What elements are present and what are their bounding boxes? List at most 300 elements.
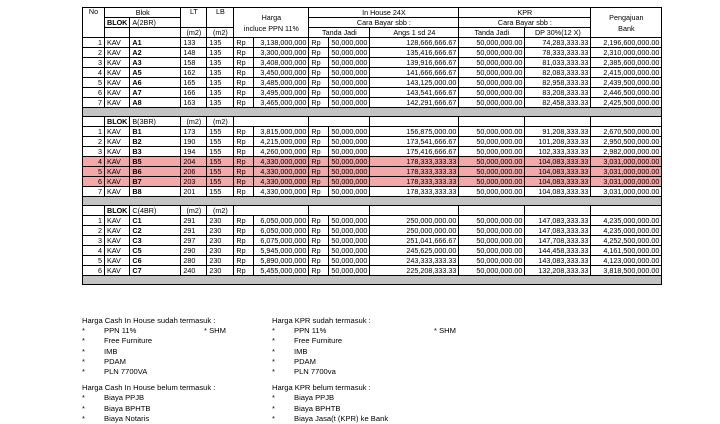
row-lt: 190 [181,137,207,147]
row-lb: 135 [207,48,234,58]
row-kpr-tj: 50,000,000.00 [459,88,525,98]
row-harga: 5,945,000,000 [254,246,309,256]
header-kpr-dp: DP 30%(12 X) [525,28,591,38]
row-bank: 4,252,500,000.00 [591,236,662,246]
row-harga-currency: Rp [234,187,254,197]
table-row [83,226,662,236]
row-kpr-dp: 143,083,333.33 [525,256,591,266]
row-lb: 135 [207,88,234,98]
section-header-row [83,206,662,216]
row-kpr-tj: 50,000,000.00 [459,216,525,226]
row-inhouse-angs: 225,208,333.33 [370,266,459,276]
header-lb: LB [207,8,234,28]
row-tj-currency: Rp [309,137,329,147]
table-row-highlighted [83,157,662,167]
row-harga: 4,215,000,000 [254,137,309,147]
note-text: Biaya BPHTB [294,403,341,413]
note-text: PPN 11% [294,326,327,336]
note-extra: * SHM [204,326,226,336]
row-kav: KAV [105,236,130,246]
row-no: 5 [83,256,105,266]
row-lt: 194 [181,147,207,157]
empty-cell [459,117,525,127]
row-lt: 166 [181,88,207,98]
row-no: 2 [83,48,105,58]
note-text: PDAM [104,356,126,366]
row-harga: 6,075,000,000 [254,236,309,246]
row-harga-currency: Rp [234,38,254,48]
row-bank: 2,950,500,000.00 [591,137,662,147]
note-item [272,357,572,367]
row-tj-currency: Rp [309,177,329,187]
bullet-icon: * [272,366,275,376]
row-harga-currency: Rp [234,167,254,177]
price-table-body [83,38,662,285]
row-bank: 3,031,000,000.00 [591,177,662,187]
row-unit: B5 [130,157,181,167]
lb-unit: (m2) [207,117,234,127]
row-no: 2 [83,137,105,147]
row-lb: 135 [207,68,234,78]
bullet-icon: * [272,393,275,403]
row-harga-currency: Rp [234,98,254,108]
row-harga: 4,330,000,000 [254,157,309,167]
empty-cell [525,206,591,216]
header-inhouse-tj: Tanda Jadi [309,28,370,38]
row-no: 3 [83,236,105,246]
row-no: 3 [83,147,105,157]
row-harga: 3,300,000,000 [254,48,309,58]
row-tj-currency: Rp [309,167,329,177]
row-inhouse-angs: 141,666,666.67 [370,68,459,78]
row-harga: 4,330,000,000 [254,167,309,177]
row-kav: KAV [105,216,130,226]
row-lb: 155 [207,127,234,137]
notes-kpr-column [272,316,572,424]
row-lb: 155 [207,137,234,147]
row-harga-currency: Rp [234,246,254,256]
lb-unit: (m2) [207,206,234,216]
table-row [83,216,662,226]
row-harga-currency: Rp [234,256,254,266]
row-inhouse-angs: 135,416,666.67 [370,48,459,58]
row-inhouse-tj: 50,000,000 [329,88,370,98]
row-kpr-dp: 104,083,333.33 [525,157,591,167]
row-inhouse-tj: 50,000,000 [329,157,370,167]
row-kpr-tj: 50,000,000.00 [459,58,525,68]
row-bank: 4,235,000,000.00 [591,226,662,236]
bullet-icon: * [272,356,275,366]
row-no: 4 [83,68,105,78]
row-inhouse-tj: 50,000,000 [329,38,370,48]
row-kav: KAV [105,157,130,167]
row-kpr-dp: 78,333,333.33 [525,48,591,58]
row-inhouse-angs: 250,000,000.00 [370,216,459,226]
empty-cell [591,117,662,127]
row-harga: 3,485,000,000 [254,78,309,88]
separator-cell [83,197,662,206]
row-no: 1 [83,38,105,48]
row-lt: 173 [181,127,207,137]
row-tj-currency: Rp [309,98,329,108]
empty-cell [370,117,459,127]
header-harga-line1: Harga [261,12,282,22]
row-harga-currency: Rp [234,226,254,236]
row-kpr-tj: 50,000,000.00 [459,226,525,236]
table-row [83,127,662,137]
section-type: C(4BR) [130,206,181,216]
row-lt: 201 [181,187,207,197]
price-list-sheet [82,7,662,285]
row-unit: C5 [130,246,181,256]
row-kpr-dp: 101,208,333.33 [525,137,591,147]
header-harga-line2: incluce PPN 11% [243,23,299,33]
row-bank: 2,670,500,000.00 [591,127,662,137]
section-separator [83,108,662,117]
row-tj-currency: Rp [309,187,329,197]
row-unit: B1 [130,127,181,137]
row-tj-currency: Rp [309,266,329,276]
row-lt: 133 [181,38,207,48]
row-unit: A5 [130,68,181,78]
empty-cell [525,117,591,127]
row-lt: 203 [181,177,207,187]
row-tj-currency: Rp [309,127,329,137]
row-kav: KAV [105,177,130,187]
separator-cell [83,108,662,117]
row-unit: B6 [130,167,181,177]
lt-unit: (m2) [181,117,207,127]
row-inhouse-tj: 50,000,000 [329,246,370,256]
row-bank: 3,031,000,000.00 [591,167,662,177]
row-tj-currency: Rp [309,68,329,78]
row-bank: 3,031,000,000.00 [591,157,662,167]
table-row [83,68,662,78]
row-lt: 148 [181,48,207,58]
row-harga: 5,455,000,000 [254,266,309,276]
row-bank: 2,196,600,000.00 [591,38,662,48]
note-item [272,347,572,357]
header-lt: LT [181,8,207,28]
table-row [83,78,662,88]
header-bank [591,8,662,38]
row-harga-currency: Rp [234,147,254,157]
bullet-icon: * [82,366,85,376]
row-no: 5 [83,78,105,88]
row-kpr-dp: 81,033,333.33 [525,58,591,68]
note-item [272,326,572,336]
row-kpr-tj: 50,000,000.00 [459,78,525,88]
row-kav: KAV [105,187,130,197]
header-inhouse-angs: Angs 1 sd 24 [370,28,459,38]
note-text: PLN 7700va [294,366,336,376]
row-kpr-tj: 50,000,000.00 [459,187,525,197]
row-lt: 297 [181,236,207,246]
row-kpr-tj: 50,000,000.00 [459,147,525,157]
row-inhouse-tj: 50,000,000 [329,98,370,108]
bullet-icon: * [82,403,85,413]
row-unit: B2 [130,137,181,147]
note-text: Biaya PPJB [294,393,335,403]
row-inhouse-tj: 50,000,000 [329,226,370,236]
row-kav: KAV [105,266,130,276]
row-inhouse-angs: 245,625,000.00 [370,246,459,256]
row-inhouse-tj: 50,000,000 [329,127,370,137]
row-tj-currency: Rp [309,78,329,88]
row-inhouse-angs: 251,041,666.67 [370,236,459,246]
note-text: Free Furniture [104,336,153,346]
header-blok: Blok [105,8,181,18]
note-text: IMB [294,346,308,356]
note-text: PDAM [294,356,316,366]
row-unit: A7 [130,88,181,98]
row-harga: 4,330,000,000 [254,177,309,187]
row-lt: 291 [181,226,207,236]
row-unit: C6 [130,256,181,266]
row-lt: 204 [181,157,207,167]
row-kpr-dp: 144,458,333.33 [525,246,591,256]
bullet-icon: * [82,356,85,366]
row-kpr-dp: 102,333,333.33 [525,147,591,157]
note-item [272,367,572,377]
empty-cell [591,206,662,216]
section-type: A(2BR) [130,18,181,28]
row-kpr-dp: 104,083,333.33 [525,167,591,177]
header-kpr-sub: Cara Bayar sbb : [459,18,591,28]
row-bank: 2,439,500,000.00 [591,78,662,88]
row-lb: 230 [207,256,234,266]
row-harga-currency: Rp [234,88,254,98]
row-lt: 165 [181,78,207,88]
row-harga: 5,890,000,000 [254,256,309,266]
kpr-included-list [272,326,572,377]
row-harga: 3,495,000,000 [254,88,309,98]
note-item [272,393,572,403]
row-kav: KAV [105,137,130,147]
row-bank: 4,235,000,000.00 [591,216,662,226]
row-kpr-dp: 104,083,333.33 [525,177,591,187]
header-inhouse-sub: Cara Bayar sbb : [309,18,459,28]
row-harga-currency: Rp [234,266,254,276]
row-inhouse-tj: 50,000,000 [329,167,370,177]
table-row [83,58,662,68]
row-lb: 135 [207,38,234,48]
row-kav: KAV [105,226,130,236]
row-lt: 291 [181,216,207,226]
row-harga: 6,050,000,000 [254,216,309,226]
empty-cell [234,117,309,127]
row-kpr-tj: 50,000,000.00 [459,68,525,78]
row-lb: 230 [207,266,234,276]
row-tj-currency: Rp [309,48,329,58]
row-kav: KAV [105,246,130,256]
row-lt: 290 [181,246,207,256]
row-kpr-dp: 147,083,333.33 [525,216,591,226]
row-no: 6 [83,266,105,276]
row-harga-currency: Rp [234,78,254,88]
row-tj-currency: Rp [309,38,329,48]
row-bank: 4,161,500,000.00 [591,246,662,256]
header-inhouse: In House 24X [309,8,459,18]
row-lb: 135 [207,78,234,88]
section-header-row [83,117,662,127]
row-inhouse-angs: 243,333,333.33 [370,256,459,266]
separator-cell [83,276,662,285]
empty-cell [309,206,370,216]
row-no: 1 [83,216,105,226]
row-kav: KAV [105,88,130,98]
note-text: PPN 11% [104,326,137,336]
row-inhouse-tj: 50,000,000 [329,266,370,276]
row-tj-currency: Rp [309,216,329,226]
section-blok-label: BLOK [105,18,130,28]
row-bank: 4,123,000,000.00 [591,256,662,266]
row-kpr-dp: 82,458,333.33 [525,98,591,108]
row-tj-currency: Rp [309,226,329,236]
section-separator [83,197,662,206]
row-no: 1 [83,127,105,137]
row-no: 4 [83,246,105,256]
table-row [83,246,662,256]
empty-cell [370,206,459,216]
row-unit: B8 [130,187,181,197]
row-inhouse-tj: 50,000,000 [329,48,370,58]
bullet-icon: * [82,346,85,356]
row-unit: C3 [130,236,181,246]
row-bank: 2,385,600,000.00 [591,58,662,68]
note-text: Biaya Jasa(t (KPR) ke Bank [294,413,389,423]
table-row [83,147,662,157]
row-lt: 162 [181,68,207,78]
table-row [83,48,662,58]
kpr-included-title: Harga KPR sudah termasuk : [272,316,371,325]
table-row [83,38,662,48]
kpr-excluded-title: Harga KPR belum termasuk : [272,383,371,393]
row-inhouse-angs: 128,666,666.67 [370,38,459,48]
row-kpr-dp: 82,083,333.33 [525,68,591,78]
row-kpr-dp: 91,208,333.33 [525,127,591,137]
row-harga: 3,450,000,000 [254,68,309,78]
row-inhouse-tj: 50,000,000 [329,216,370,226]
row-inhouse-tj: 50,000,000 [329,68,370,78]
note-text: IMB [104,346,118,356]
row-inhouse-tj: 50,000,000 [329,256,370,266]
row-lb: 230 [207,246,234,256]
row-kpr-dp: 83,208,333.33 [525,88,591,98]
row-lb: 135 [207,58,234,68]
row-lt: 240 [181,266,207,276]
row-inhouse-angs: 178,333,333.33 [370,187,459,197]
row-kpr-dp: 147,708,333.33 [525,236,591,246]
row-kpr-tj: 50,000,000.00 [459,266,525,276]
row-lb: 155 [207,157,234,167]
row-kpr-tj: 50,000,000.00 [459,137,525,147]
row-tj-currency: Rp [309,157,329,167]
row-no: 6 [83,88,105,98]
row-tj-currency: Rp [309,88,329,98]
row-unit: B7 [130,177,181,187]
row-inhouse-angs: 156,875,000.00 [370,127,459,137]
row-harga: 3,465,000,000 [254,98,309,108]
row-kpr-dp: 147,083,333.33 [525,226,591,236]
note-extra: * SHM [434,326,456,336]
row-harga-currency: Rp [234,137,254,147]
row-kpr-tj: 50,000,000.00 [459,157,525,167]
row-kav: KAV [105,127,130,137]
row-lb: 155 [207,147,234,157]
row-inhouse-tj: 50,000,000 [329,58,370,68]
row-tj-currency: Rp [309,246,329,256]
bullet-icon: * [82,413,85,423]
row-unit: A6 [130,78,181,88]
row-unit: C7 [130,266,181,276]
row-tj-currency: Rp [309,256,329,266]
lt-unit: (m2) [181,28,207,38]
row-inhouse-tj: 50,000,000 [329,177,370,187]
row-inhouse-tj: 50,000,000 [329,236,370,246]
row-kpr-tj: 50,000,000.00 [459,236,525,246]
row-lb: 155 [207,177,234,187]
empty-cell [83,117,105,127]
row-tj-currency: Rp [309,147,329,157]
row-unit: B3 [130,147,181,157]
row-lb: 155 [207,187,234,197]
row-lt: 163 [181,98,207,108]
row-unit: C2 [130,226,181,236]
row-lt: 280 [181,256,207,266]
row-kpr-tj: 50,000,000.00 [459,48,525,58]
row-harga-currency: Rp [234,68,254,78]
header-bank-line2: Bank [618,23,635,33]
row-bank: 2,982,000,000.00 [591,147,662,157]
row-unit: A1 [130,38,181,48]
row-no: 3 [83,58,105,68]
row-bank: 3,818,500,000.00 [591,266,662,276]
row-no: 7 [83,98,105,108]
row-unit: A2 [130,48,181,58]
row-unit: A8 [130,98,181,108]
note-item [272,404,572,414]
row-inhouse-angs: 143,125,000.00 [370,78,459,88]
row-bank: 2,446,500,000.00 [591,88,662,98]
note-text: Free Furniture [294,336,343,346]
header-harga [234,8,309,38]
table-row-highlighted [83,177,662,187]
row-harga: 3,815,000,000 [254,127,309,137]
row-inhouse-angs: 178,333,333.33 [370,177,459,187]
row-no: 6 [83,177,105,187]
bullet-icon: * [272,413,275,423]
row-inhouse-tj: 50,000,000 [329,147,370,157]
row-no: 5 [83,167,105,177]
lt-unit: (m2) [181,206,207,216]
section-blok-label: BLOK [105,206,130,216]
note-text: Biaya Notaris [104,413,150,423]
row-inhouse-angs: 178,333,333.33 [370,167,459,177]
row-harga-currency: Rp [234,127,254,137]
row-kav: KAV [105,48,130,58]
row-bank: 2,310,000,000.00 [591,48,662,58]
note-text: Biaya PPJB [104,393,145,403]
row-kpr-tj: 50,000,000.00 [459,246,525,256]
row-lb: 230 [207,236,234,246]
note-text: PLN 7700VA [104,366,148,376]
row-harga-currency: Rp [234,157,254,167]
row-no: 4 [83,157,105,167]
row-harga: 4,260,000,000 [254,147,309,157]
bullet-icon: * [82,336,85,346]
header-no: No [83,8,105,38]
